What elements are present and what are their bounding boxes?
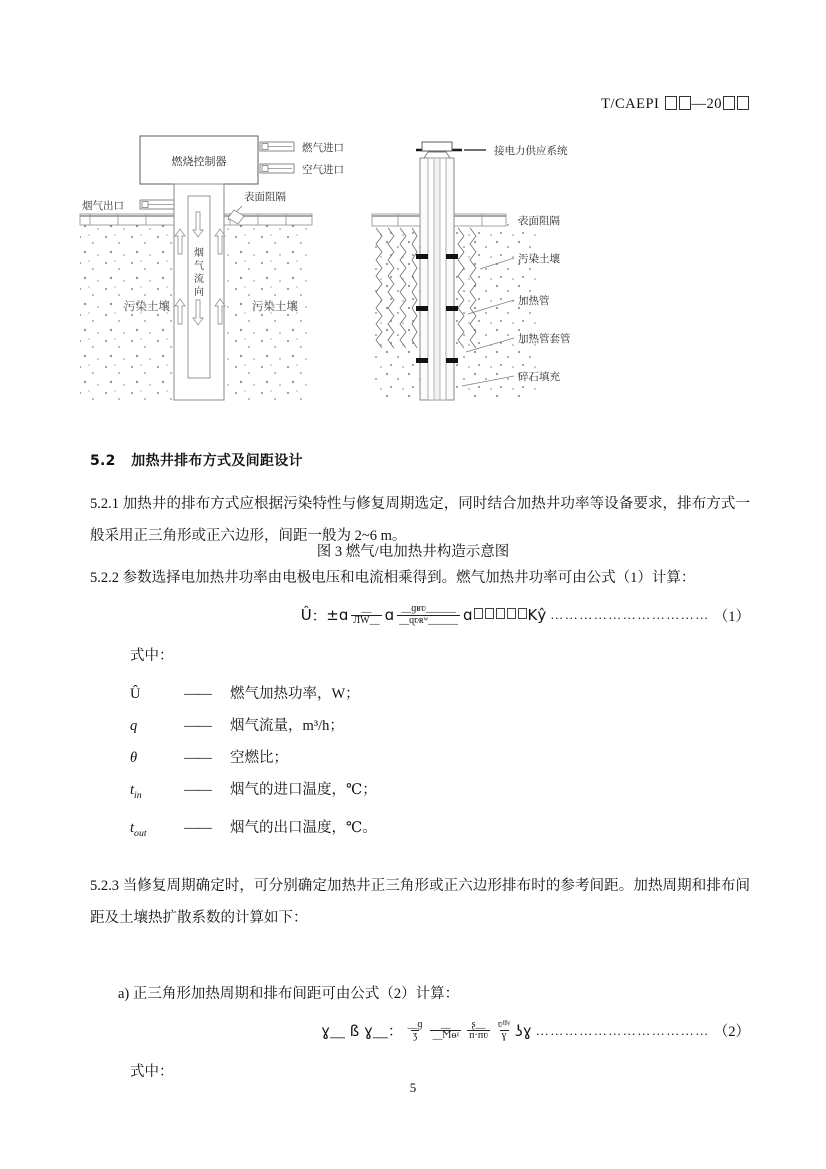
svg-text:烟: 烟: [194, 248, 204, 259]
definition-dash: ——: [184, 819, 211, 836]
equation-1-fraction-2: [397, 604, 460, 626]
definition-description: 空燃比；: [230, 750, 288, 766]
svg-text:燃烧控制器: 燃烧控制器: [171, 155, 227, 168]
equation-1-op-3: ɑ: [462, 606, 473, 624]
definition-symbol: $t_{out}$: [130, 819, 147, 839]
equation-2-fraction-1-numerator: ⸏ɡ: [407, 1018, 423, 1030]
list-item-a: a) 正三角形加热周期和排布间距可由公式（2）计算：: [118, 985, 460, 1002]
svg-text:烟气出口: 烟气出口: [82, 200, 124, 212]
definition-symbol: $t_{in}$: [130, 782, 142, 801]
equation-2-colon: ：: [387, 1024, 403, 1041]
symbol-definition-list-1: [90, 678, 750, 850]
equation-1-fraction-1-denominator: ЛW⸏: [353, 614, 380, 626]
definition-symbol-subscript: in: [134, 789, 142, 801]
equation-2-fraction-4: [496, 1020, 512, 1042]
definition-description: 烟气的进口温度，℃；: [230, 782, 377, 798]
definition-description: 烟气流量，m³/h；: [230, 718, 344, 734]
svg-text:加热管: 加热管: [518, 295, 550, 307]
definition-row: [130, 710, 750, 742]
equation-1-colon: ：: [311, 608, 327, 625]
definition-symbol: Û: [130, 686, 141, 702]
figure-caption: 图 3 燃气/电加热井构造示意图: [316, 544, 510, 560]
definition-symbol: θ: [130, 750, 138, 766]
equation-2-lhs: ɣ⸏ ß ɣ⸏: [321, 1021, 388, 1040]
paragraph-5-2-2: 5.2.2 参数选择电加热井功率由电极电压和电流相乘得到。燃气加热井功率可由公式（1）计算：: [90, 570, 696, 586]
paragraph-5-2-3: 5.2.3 当修复周期确定时，可分别确定加热井正三角形或正六边形排布时的参考间距。加热周期和排布间距及土壤热扩散系数的计算如下：: [90, 877, 750, 926]
section-title: 加热井排布方式及间距设计: [131, 453, 303, 469]
equation-2-body: [321, 1020, 532, 1042]
placeholder-box-icon: [474, 608, 483, 619]
equation-1-fraction-1-numerator: ⸏: [361, 603, 372, 614]
equation-2-fraction-1-denominator: ʒ: [412, 1030, 418, 1042]
vertical-spacer: [90, 944, 750, 978]
definition-row: [130, 812, 750, 850]
svg-text:加热管套管: 加热管套管: [518, 333, 571, 345]
svg-text:碎石填充: 碎石填充: [518, 371, 560, 383]
svg-text:空气进口: 空气进口: [302, 164, 344, 176]
header-separator: —: [691, 96, 707, 112]
definition-dash: ——: [184, 686, 211, 702]
definition-dash: ——: [184, 782, 211, 798]
svg-text:接电力供应系统: 接电力供应系统: [494, 145, 568, 157]
equation-2-fraction-3-denominator: ᴨ·ᴨʋ: [469, 1030, 488, 1042]
svg-text:表面阻隔: 表面阻隔: [244, 191, 286, 203]
where-label-1: 式中：: [130, 648, 174, 664]
equation-2-fraction-3-numerator: ʂ⸏: [471, 1018, 486, 1030]
definition-dash: ——: [184, 750, 211, 766]
equation-2-number: （2）: [713, 1024, 750, 1041]
placeholder-box-icon: [737, 96, 749, 110]
definition-description: 燃气加热功率，W；: [230, 686, 360, 702]
equation-2-fraction-2-denominator: ⸏Ϻөᵡ: [432, 1030, 460, 1042]
definition-row: [130, 742, 750, 774]
equation-1-tofu-run: [473, 607, 528, 624]
placeholder-box-icon: [496, 608, 505, 619]
equation-1-tail-symbol: K: [527, 606, 538, 624]
svg-text:燃气进口: 燃气进口: [302, 142, 344, 154]
page-number: 5: [409, 1080, 417, 1095]
definition-row: [130, 774, 750, 812]
paragraph-5-2-1: 5.2.1 加热井的排布方式应根据污染特性与修复周期选定，同时结合加热井功率等设备要求，排布方式一般采用正三角形或正六边形，间距一般为 2~6 m。: [90, 496, 750, 544]
equation-1-lead-symbol: Û: [300, 606, 312, 624]
svg-text:污染土壤: 污染土壤: [518, 253, 560, 265]
equation-1-fraction-2-denominator: ⸏ɋʋʀʷ⸏⸏⸏: [399, 614, 458, 626]
equation-1-number: （1）: [713, 608, 750, 625]
placeholder-box-icon: [679, 96, 691, 110]
placeholder-box-icon: [665, 96, 677, 110]
equation-2-fraction-2: [430, 1020, 461, 1042]
placeholder-box-icon: [723, 96, 735, 110]
equation-1-fraction-1: [351, 604, 381, 626]
svg-text:污染土壤: 污染土壤: [252, 299, 298, 313]
header-standard-code: T/CAEPI: [601, 96, 660, 112]
equation-1-op-1: ɑ: [338, 606, 349, 624]
page-header: [601, 96, 750, 113]
equation-1-tail-symbol-2: ŷ: [537, 606, 547, 624]
equation-1-leader-dots: ……………………………: [550, 607, 710, 622]
definition-dash: ——: [184, 718, 211, 734]
definition-symbol: q: [130, 718, 138, 734]
figure-3-drawing: [76, 128, 750, 408]
placeholder-box-icon: [518, 608, 527, 619]
equation-2-fraction-3: [467, 1020, 490, 1042]
equation-1-plusminus: ±: [326, 606, 339, 624]
svg-text:向: 向: [194, 287, 204, 298]
section-heading-5-2: [90, 450, 750, 470]
equation-1-op-2: ɑ: [384, 606, 395, 624]
document-body: [90, 450, 750, 1088]
placeholder-box-icon: [507, 608, 516, 619]
definition-symbol-subscript: out: [134, 827, 147, 839]
definition-description: 烟气的出口温度，℃。: [230, 819, 377, 836]
svg-text:污染土壤: 污染土壤: [124, 299, 170, 313]
equation-2-leader-dots: ………………………………: [535, 1022, 710, 1038]
svg-text:气: 气: [194, 261, 204, 272]
equation-2-fraction-2-numerator: ⸏: [440, 1018, 451, 1030]
svg-text:流: 流: [194, 274, 204, 285]
placeholder-box-icon: [485, 608, 494, 619]
equation-2-fraction-4-numerator: ʋᶠᵝᵞ: [497, 1018, 511, 1030]
equation-1-row: [90, 604, 750, 626]
equation-2-fraction-4-denominator: ɣ: [501, 1030, 507, 1042]
equation-2-row: [90, 1020, 750, 1042]
header-year-prefix: 20: [706, 96, 722, 112]
equation-1-body: [301, 604, 546, 626]
svg-text:表面阻隔: 表面阻隔: [518, 215, 560, 227]
equation-2-tail: ʖɣ: [515, 1021, 532, 1040]
section-number: 5.2: [90, 453, 116, 469]
equation-1-fraction-2-numerator: ⸏ɡʁʋ⸏⸏⸏: [401, 603, 456, 614]
definition-row: [130, 678, 750, 710]
equation-2-fraction-1: [405, 1020, 424, 1042]
where-label-2: 式中：: [130, 1063, 174, 1080]
